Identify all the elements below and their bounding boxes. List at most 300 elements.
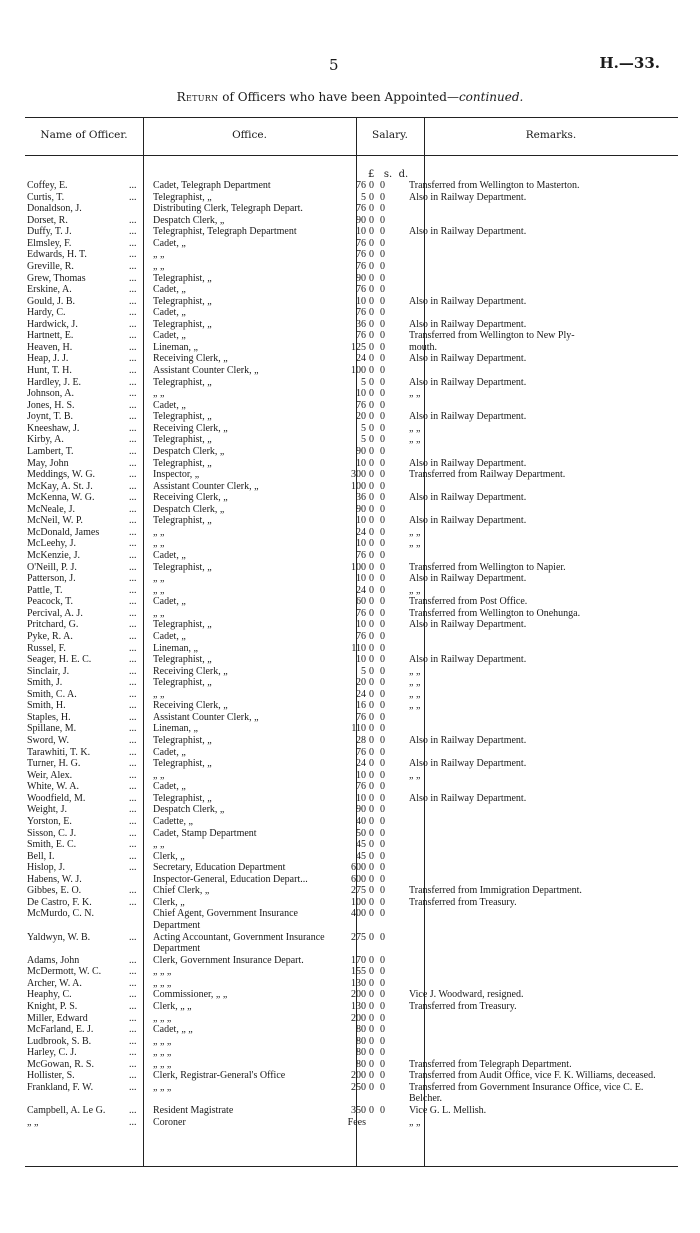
spacer — [388, 828, 401, 840]
name-leader: ... — [129, 341, 137, 353]
table-row — [25, 804, 678, 816]
officer-name: Heap, J. J. — [27, 353, 69, 365]
salary-pence: 0 — [380, 399, 385, 411]
salary-pence: 0 — [380, 272, 385, 284]
name-leader: ... — [129, 735, 137, 746]
officer-name: Kirby, A. — [27, 434, 64, 446]
salary-pence: 0 — [380, 815, 385, 827]
officer-name: Edwards, H. T. — [27, 249, 87, 261]
salary-pence: 0 — [380, 989, 385, 1001]
office-title: „ „ — [153, 607, 165, 619]
spacer — [388, 400, 401, 412]
salary-pounds: 10 — [356, 769, 366, 781]
salary-shillings: 0 — [369, 1000, 374, 1012]
spacer — [388, 249, 401, 261]
officer-name: Lambert, T. — [27, 445, 74, 457]
salary-pence: 0 — [380, 839, 385, 851]
spacer — [388, 862, 401, 874]
table-row — [25, 330, 678, 342]
officer-name: Yorston, E. — [27, 815, 72, 827]
table-row — [25, 273, 678, 285]
remarks-text — [401, 203, 678, 215]
salary-pence: 0 — [380, 758, 385, 770]
table-row — [25, 215, 678, 227]
spacer — [388, 955, 401, 967]
remarks-text: Also in Railway Department. — [409, 457, 527, 469]
salary-shillings: 0 — [369, 272, 374, 284]
table-row — [25, 353, 678, 365]
spacer — [388, 932, 401, 955]
table-row — [25, 1013, 678, 1025]
salary-shillings: 0 — [369, 815, 374, 827]
remarks-text — [401, 908, 678, 931]
office-title: „ „ „ — [153, 977, 172, 989]
name-leader: ... — [129, 1070, 137, 1082]
salary-pounds: 76 — [356, 781, 366, 793]
office-title: „ „ „ — [153, 1058, 172, 1070]
salary-pence: 0 — [380, 1035, 385, 1047]
spacer — [388, 1013, 401, 1025]
officer-name: Hardwick, J. — [27, 318, 78, 330]
name-leader: ... — [129, 700, 137, 712]
spacer — [388, 735, 401, 747]
salary-pence: 0 — [380, 191, 385, 203]
name-leader: ... — [129, 399, 137, 411]
office-title: Chief Agent, Government Insurance Department — [153, 908, 298, 931]
remarks-text — [401, 781, 678, 793]
spacer — [388, 839, 401, 851]
remarks-text: Vice J. Woodward, resigned. — [409, 989, 524, 1001]
officer-name: Seager, H. E. C. — [27, 654, 92, 666]
remarks-text: „ „ — [409, 700, 421, 712]
remarks-text: „ „ — [409, 584, 421, 596]
remarks-text: „ „ — [409, 769, 421, 781]
name-leader: ... — [129, 665, 137, 677]
salary-shillings: 0 — [369, 503, 374, 515]
office-title: Cadet, „ — [153, 237, 186, 249]
office-title: Telegraphist, „ — [153, 677, 212, 689]
remarks-text: Also in Railway Department. — [409, 295, 527, 307]
salary-shillings: 0 — [369, 526, 374, 538]
salary-pounds: 36 — [356, 492, 366, 504]
salary-shillings: 0 — [369, 237, 374, 249]
spacer — [388, 180, 401, 192]
salary-pence: 0 — [380, 862, 385, 874]
salary-pounds: 100 — [351, 480, 366, 492]
name-leader: ... — [129, 422, 137, 434]
office-title: Inspector-General, Education Depart... — [153, 873, 308, 885]
officer-name: McGowan, R. S. — [27, 1058, 94, 1070]
office-title: Cadet, „ — [153, 781, 186, 793]
officer-name: De Castro, F. K. — [27, 896, 92, 908]
table-row — [25, 747, 678, 759]
salary-shillings: 0 — [369, 630, 374, 642]
name-leader: ... — [129, 515, 137, 527]
title-caps: Return — [176, 90, 219, 104]
remarks-text — [401, 481, 678, 493]
spacer — [388, 677, 401, 689]
name-leader: ... — [129, 1012, 137, 1024]
salary-pence: 0 — [380, 792, 385, 804]
salary-pounds: 45 — [356, 839, 366, 851]
name-leader: ... — [129, 445, 137, 457]
name-leader: ... — [129, 365, 137, 376]
spacer — [388, 804, 401, 816]
name-leader: ... — [129, 191, 137, 203]
remarks-text — [401, 978, 678, 990]
spacer — [388, 365, 401, 377]
salary-pounds: 76 — [356, 180, 366, 191]
office-title: „ „ — [153, 526, 165, 538]
salary-pence: 0 — [380, 237, 385, 249]
officer-name: Woodfield, M. — [27, 792, 86, 804]
spacer — [388, 273, 401, 285]
salary-pounds: 10 — [356, 654, 366, 666]
salary-pence: 0 — [380, 214, 385, 226]
salary-pounds: 110 — [351, 642, 366, 654]
name-leader: ... — [129, 1116, 137, 1128]
officer-name: Hislop, J. — [27, 862, 66, 874]
salary-pence: 0 — [380, 850, 385, 862]
salary-pounds: 10 — [356, 538, 366, 550]
remarks-text — [401, 816, 678, 828]
remarks-text: Also in Railway Department. — [409, 515, 527, 527]
name-leader: ... — [129, 469, 137, 481]
name-leader: ... — [129, 977, 137, 989]
office-title: Clerk, „ — [153, 896, 185, 908]
officer-name: Smith, C. A. — [27, 688, 77, 700]
remarks-text: Transferred from Wellington to Masterton. — [409, 180, 580, 191]
name-leader: ... — [129, 642, 137, 654]
salary-pounds: 76 — [356, 284, 366, 296]
remarks-text — [401, 643, 678, 655]
salary-pence: 0 — [380, 1070, 385, 1082]
table-row — [25, 562, 678, 574]
remarks-text — [401, 955, 678, 967]
salary-shillings: 0 — [369, 977, 374, 989]
table-top-rule — [25, 117, 678, 118]
remarks-text: „ „ — [409, 688, 421, 700]
salary-pounds: 5 — [361, 422, 366, 434]
remarks-text — [401, 851, 678, 863]
salary-shillings: 0 — [369, 862, 374, 874]
salary-pounds: 76 — [356, 237, 366, 249]
spacer — [388, 978, 401, 990]
salary-pounds: 275 — [351, 931, 366, 943]
name-leader: ... — [129, 711, 137, 723]
salary-pounds: 80 — [356, 1047, 366, 1059]
salary-shillings: 0 — [369, 1035, 374, 1047]
salary-shillings: 0 — [369, 584, 374, 596]
salary-pence: 0 — [380, 596, 385, 608]
remarks-text: Transferred from Wellington to Onehunga. — [409, 607, 581, 619]
salary-pounds: 76 — [356, 307, 366, 319]
salary-pounds: 20 — [356, 677, 366, 689]
salary-shillings: 0 — [369, 1105, 374, 1116]
name-leader: ... — [129, 318, 137, 330]
name-leader: ... — [129, 1035, 137, 1047]
salary-pounds: 100 — [351, 365, 366, 376]
spacer — [388, 203, 401, 215]
salary-shillings: 0 — [369, 376, 374, 388]
name-leader: ... — [129, 226, 137, 238]
spacer — [388, 608, 401, 620]
spacer — [388, 631, 401, 643]
salary-pounds: 200 — [351, 1070, 366, 1082]
remarks-text — [401, 446, 678, 458]
officer-name: Heaven, H. — [27, 341, 73, 353]
salary-shillings: 0 — [369, 422, 374, 434]
salary-pence: 0 — [380, 503, 385, 515]
salary-pence: 0 — [380, 654, 385, 666]
spacer — [388, 758, 401, 770]
salary-pounds: 76 — [356, 203, 366, 215]
remarks-text — [401, 261, 678, 273]
salary-pounds: 5 — [361, 665, 366, 677]
table-row — [25, 966, 678, 978]
table-row — [25, 1105, 678, 1117]
salary-shillings: 0 — [369, 792, 374, 804]
salary-pence: 0 — [380, 180, 385, 191]
name-leader: ... — [129, 781, 137, 793]
office-title: Despatch Clerk, „ — [153, 214, 225, 226]
salary-pounds: 110 — [351, 723, 366, 735]
salary-pounds: 5 — [361, 434, 366, 446]
salary-shillings: 0 — [369, 931, 374, 943]
name-leader: ... — [129, 815, 137, 827]
salary-shillings: 0 — [369, 654, 374, 666]
salary-pence: 0 — [380, 584, 385, 596]
table-row — [25, 932, 678, 955]
spacer — [388, 1036, 401, 1048]
salary-shillings: 0 — [369, 1081, 374, 1093]
officer-name: Curtis, T. — [27, 191, 65, 203]
salary-pence: 0 — [380, 966, 385, 978]
header-office: Office. — [232, 129, 267, 141]
salary-pence: 0 — [380, 307, 385, 319]
header-salary: Salary. — [372, 129, 408, 141]
officer-name: Jones, H. S. — [27, 399, 75, 411]
officer-rows — [25, 180, 678, 1128]
name-leader: ... — [129, 862, 137, 874]
salary-pounds: 130 — [351, 977, 366, 989]
spacer — [388, 504, 401, 516]
salary-shillings: 0 — [369, 735, 374, 746]
salary-pence: 0 — [380, 688, 385, 700]
remarks-text — [401, 249, 678, 261]
salary-pounds: 130 — [351, 1000, 366, 1012]
office-title: Cadet, Stamp Department — [153, 827, 257, 839]
office-title: Commissioner, „ „ — [153, 989, 228, 1001]
salary-shillings: 0 — [369, 1070, 374, 1082]
salary-shillings: 0 — [369, 226, 374, 238]
salary-pence: 0 — [380, 422, 385, 434]
name-leader: ... — [129, 769, 137, 781]
salary-shillings: 0 — [369, 642, 374, 654]
remarks-text: mouth. — [409, 341, 438, 353]
table-row — [25, 192, 678, 204]
salary-pence: 0 — [380, 665, 385, 677]
table-row — [25, 446, 678, 458]
salary-pence: 0 — [380, 260, 385, 272]
table-row — [25, 712, 678, 724]
salary-pounds: 170 — [351, 954, 366, 966]
name-leader: ... — [129, 295, 137, 307]
officer-name: Pyke, R. A. — [27, 630, 73, 642]
spacer — [388, 747, 401, 759]
officer-name: Erskine, A. — [27, 284, 72, 296]
salary-pounds: 76 — [356, 746, 366, 758]
salary-pence: 0 — [380, 376, 385, 388]
office-title: „ „ — [153, 839, 165, 851]
table-row — [25, 700, 678, 712]
office-title: Clerk, Government Insurance Depart. — [153, 954, 304, 966]
name-leader: ... — [129, 538, 137, 550]
salary-pounds: 20 — [356, 411, 366, 423]
officer-name: White, W. A. — [27, 781, 79, 793]
salary-shillings: 0 — [369, 908, 374, 920]
salary-pence: 0 — [380, 1105, 385, 1116]
officer-name: Donaldson, J. — [27, 203, 82, 215]
table-row — [25, 319, 678, 331]
salary-shillings: 0 — [369, 746, 374, 758]
office-title: Despatch Clerk, „ — [153, 804, 225, 816]
spacer — [388, 307, 401, 319]
name-leader: ... — [129, 607, 137, 619]
salary-shillings: 0 — [369, 538, 374, 550]
remarks-text: Also in Railway Department. — [409, 353, 527, 365]
officer-name: Johnson, A. — [27, 388, 74, 400]
office-title: Cadet, „ — [153, 307, 186, 319]
spacer — [388, 481, 401, 493]
office-title: Cadet, „ — [153, 550, 186, 561]
salary-pounds: 60 — [356, 596, 366, 608]
spacer — [388, 411, 401, 423]
salary-pence: 0 — [380, 434, 385, 446]
remarks-text — [401, 400, 678, 412]
remarks-text: Also in Railway Department. — [409, 411, 527, 423]
officer-name: Dorset, R. — [27, 214, 68, 226]
name-leader: ... — [129, 584, 137, 596]
salary-pence: 0 — [380, 388, 385, 400]
office-title: Despatch Clerk, „ — [153, 503, 225, 515]
salary-shillings: 0 — [369, 665, 374, 677]
salary-units: £ s. d. — [368, 169, 409, 180]
officer-name: „ „ — [27, 1116, 39, 1128]
table-row — [25, 619, 678, 631]
salary-pence: 0 — [380, 873, 385, 885]
table-row — [25, 573, 678, 585]
office-title: Receiving Clerk, „ — [153, 492, 228, 504]
officer-name: Heaphy, C. — [27, 989, 72, 1001]
salary-pounds: 40 — [356, 815, 366, 827]
officer-name: McKenna, W. G. — [27, 492, 95, 504]
salary-pounds: 90 — [356, 272, 366, 284]
salary-pence: 0 — [380, 365, 385, 376]
table-row — [25, 1070, 678, 1082]
officer-name: Grew, Thomas — [27, 272, 86, 284]
office-title: Cadet, „ — [153, 596, 186, 608]
name-leader: ... — [129, 1105, 137, 1116]
spacer — [388, 550, 401, 562]
name-leader — [129, 908, 145, 931]
page-title — [0, 90, 700, 104]
spacer — [388, 238, 401, 250]
name-leader: ... — [129, 411, 137, 423]
remarks-text — [401, 273, 678, 285]
salary-pounds: 200 — [351, 989, 366, 1001]
table-row — [25, 423, 678, 435]
salary-pence: 0 — [380, 295, 385, 307]
officer-name: Smith, J. — [27, 677, 63, 689]
salary-pounds: 50 — [356, 827, 366, 839]
remarks-text — [401, 874, 678, 886]
officer-name: Joynt, T. B. — [27, 411, 74, 423]
spacer — [388, 284, 401, 296]
salary-pounds: 10 — [356, 573, 366, 585]
office-title: „ „ „ — [153, 1012, 172, 1024]
salary-pence: 0 — [380, 781, 385, 793]
salary-pence: 0 — [380, 561, 385, 573]
table-row — [25, 643, 678, 655]
name-leader: ... — [129, 249, 137, 261]
salary-shillings: 0 — [369, 769, 374, 781]
spacer — [388, 192, 401, 204]
spacer — [388, 643, 401, 655]
table-row — [25, 781, 678, 793]
name-leader: ... — [129, 457, 137, 469]
salary-pence: 0 — [380, 977, 385, 989]
salary-pence: 0 — [380, 203, 385, 215]
remarks-text — [401, 1036, 678, 1048]
name-leader: ... — [129, 237, 137, 249]
officer-name: Hunt, T. H. — [27, 365, 72, 376]
officer-name: Adams, John — [27, 954, 80, 966]
salary-pounds: 76 — [356, 399, 366, 411]
salary-pounds: 10 — [356, 792, 366, 804]
table-row — [25, 770, 678, 782]
salary-pence: 0 — [380, 642, 385, 654]
name-leader: ... — [129, 1024, 137, 1036]
officer-name: Hartnett, E. — [27, 330, 74, 342]
officer-name: McMurdo, C. N. — [27, 908, 94, 920]
title-text: of Officers who have been Appointed — [222, 90, 447, 104]
name-leader: ... — [129, 630, 137, 642]
office-title: Cadet, Telegraph Department — [153, 180, 271, 191]
spacer — [388, 261, 401, 273]
officer-name: Frankland, F. W. — [27, 1081, 94, 1093]
name-leader: ... — [129, 596, 137, 608]
office-title: Receiving Clerk, „ — [153, 422, 228, 434]
spacer — [388, 423, 401, 435]
officer-name: Miller, Edward — [27, 1012, 88, 1024]
remarks-text: Also in Railway Department. — [409, 758, 527, 770]
officer-name: McNeil, W. P. — [27, 515, 83, 527]
table-row — [25, 1001, 678, 1013]
officer-name: Pritchard, G. — [27, 619, 79, 631]
spacer — [388, 469, 401, 481]
remarks-text — [401, 932, 678, 955]
spacer — [388, 353, 401, 365]
officer-name: Weight, J. — [27, 804, 68, 816]
name-leader: ... — [129, 931, 137, 943]
office-title: Clerk, Registrar-General's Office — [153, 1070, 286, 1082]
salary-shillings: 0 — [369, 723, 374, 735]
office-title: „ „ — [153, 584, 165, 596]
table-row — [25, 538, 678, 550]
table-row — [25, 608, 678, 620]
office-title: Assistant Counter Clerk, „ — [153, 711, 259, 723]
